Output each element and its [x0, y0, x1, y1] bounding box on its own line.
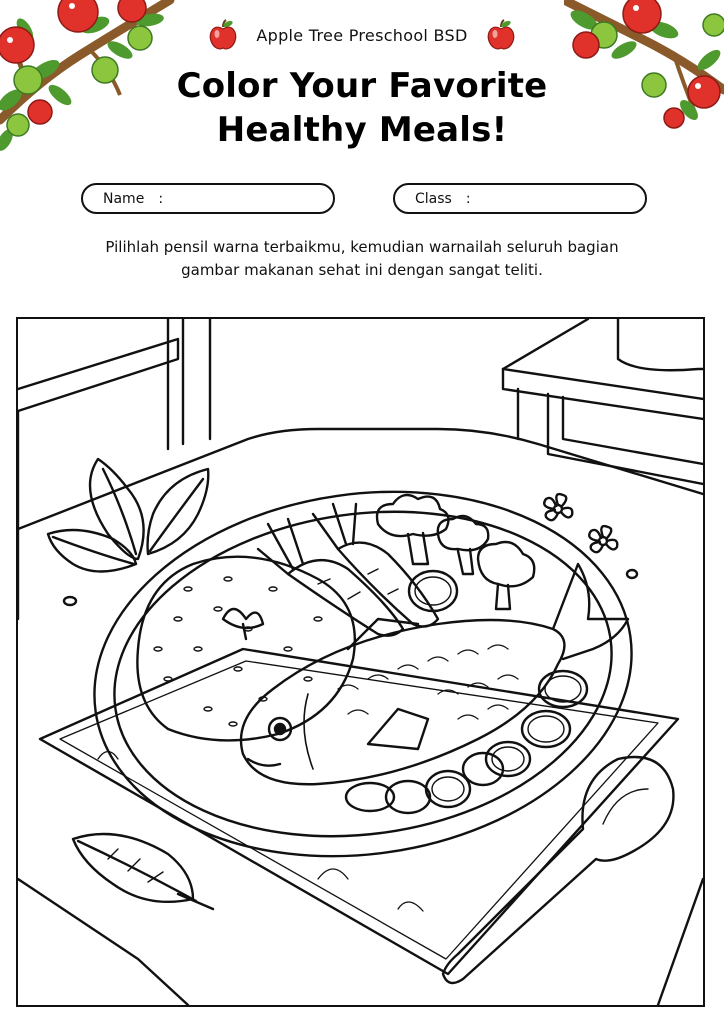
table-leaf: [73, 834, 213, 909]
class-field[interactable]: [393, 183, 647, 214]
plate: [71, 458, 656, 890]
school-row: [0, 18, 724, 52]
spoon: [443, 757, 673, 983]
instructions: [40, 236, 684, 282]
class-separator: :: [465, 190, 471, 207]
school-name: Apple Tree Preschool BSD: [256, 25, 468, 45]
instructions-line-1: Pilihlah pensil warna terbaikmu, kemudian warnailah seluruh bagian: [105, 238, 619, 256]
carrots: [258, 504, 438, 636]
healthy-meal-line-art[interactable]: [18, 319, 703, 1005]
fish: [241, 564, 628, 784]
class-input[interactable]: [479, 187, 653, 211]
cucumber-slices: [346, 571, 587, 813]
page-title: [0, 64, 724, 152]
header: [0, 18, 724, 52]
basil-leaves: [48, 459, 208, 572]
name-input[interactable]: [171, 187, 345, 211]
title-line-1: Color Your Favorite: [176, 66, 548, 106]
instructions-line-2: gambar makanan sehat ini dengan sangat teliti.: [181, 261, 543, 279]
name-label: Name: [103, 190, 145, 207]
apple-icon: [486, 19, 516, 51]
title-line-2: Healthy Meals!: [216, 110, 508, 150]
class-label: Class: [415, 190, 452, 207]
table: [18, 429, 703, 1005]
apple-icon: [208, 19, 238, 51]
coloring-frame: [16, 317, 705, 1007]
name-separator: :: [158, 190, 164, 207]
name-field[interactable]: [81, 183, 335, 214]
